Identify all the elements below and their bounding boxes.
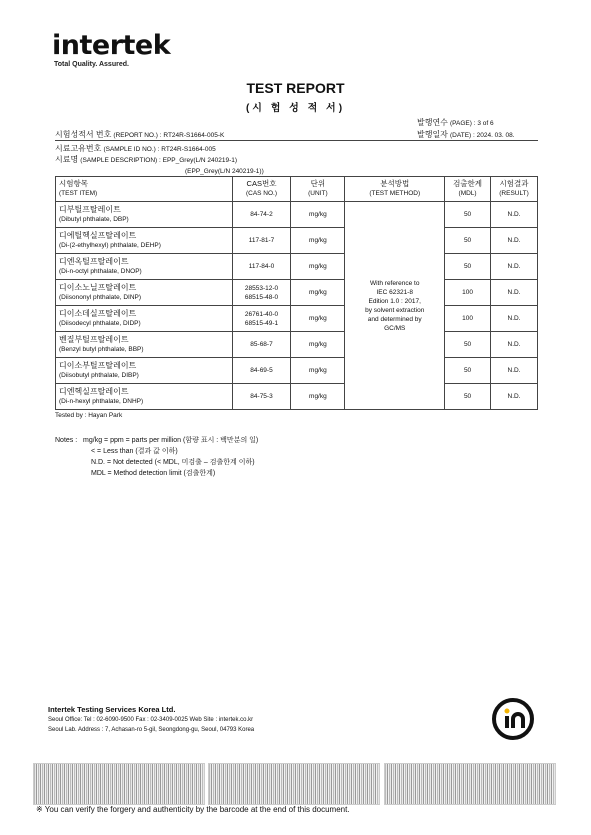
test-item-ko: 디엔헥실프탈레이트 xyxy=(59,386,129,396)
mdl-cell: 50 xyxy=(445,332,491,358)
mdl-cell: 100 xyxy=(445,306,491,332)
mdl-cell: 50 xyxy=(445,202,491,228)
test-item-cell xyxy=(56,228,233,254)
test-item-cell xyxy=(56,358,233,384)
result-cell: N.D. xyxy=(491,202,538,228)
unit-cell: mg/kg xyxy=(291,202,345,228)
test-item-en: (Diisononyl phthalate, DINP) xyxy=(59,293,142,301)
cas-cell xyxy=(232,358,291,384)
unit-cell: mg/kg xyxy=(291,306,345,332)
cas-no-2: 68515-49-1 xyxy=(244,319,279,327)
test-item-ko: 벤질부틸프탈레이트 xyxy=(59,334,129,344)
header-cas-no: CAS번호 (CAS NO.) xyxy=(232,177,291,202)
cas-cell xyxy=(232,202,291,228)
cas-cell xyxy=(232,280,291,306)
footer-lab: Seoul Lab. Address : 7, Achasan-ro 5-gil, Seongdong-gu, Seoul, 04793 Korea xyxy=(48,727,255,733)
sample-id-value: (SAMPLE ID NO.) : RT24R-S1664-005 xyxy=(103,146,216,153)
method-line: and determined by xyxy=(367,315,422,323)
date-value: (DATE) : 2024. 03. 08. xyxy=(450,132,515,139)
notes-line1-text: mg/kg = ppm = parts per million (함량 표시 : 백만분의 일) xyxy=(83,437,259,444)
method-line: Edition 1.0 : 2017, xyxy=(368,297,421,305)
cas-cell xyxy=(232,254,291,280)
mdl-cell: 100 xyxy=(445,280,491,306)
test-item-cell xyxy=(56,306,233,332)
sample-desc-line2 xyxy=(185,166,264,175)
table-row xyxy=(56,384,538,410)
footer-office: Seoul Office: Tel : 02-6090-9500 Fax : 02-3409-0025 Web Site : intertek.co.kr xyxy=(48,717,254,723)
cas-no: 84-75-3 xyxy=(250,393,273,400)
result-cell: N.D. xyxy=(491,358,538,384)
test-item-en: (Diisobutyl phthalate, DIBP) xyxy=(59,371,139,379)
notes-line3: N.D. = Not detected (< MDL, 미검출 – 검출한계 이하) xyxy=(91,459,255,466)
sample-id xyxy=(55,143,216,154)
sample-id-label-ko: 시료고유번호 xyxy=(55,144,102,153)
unit-cell: mg/kg xyxy=(291,254,345,280)
table-row xyxy=(56,254,538,280)
header-mdl: 검출한계 (MDL) xyxy=(445,177,491,202)
table-row xyxy=(56,332,538,358)
meta-divider xyxy=(55,140,538,141)
notes-label: Notes : xyxy=(55,437,78,444)
test-item-cell xyxy=(56,202,233,228)
method-line: GC/MS xyxy=(384,324,406,332)
unit-cell: mg/kg xyxy=(291,358,345,384)
test-item-ko: 디엔옥틸프탈레이트 xyxy=(59,256,129,266)
report-title: TEST REPORT xyxy=(246,80,345,96)
table-row xyxy=(56,228,538,254)
cas-no: 26761-40-0 xyxy=(244,310,279,318)
notes xyxy=(55,435,258,479)
method-line: With reference to xyxy=(369,279,420,287)
test-item-cell xyxy=(56,332,233,358)
result-cell: N.D. xyxy=(491,332,538,358)
header-result: 시험결과 (RESULT) xyxy=(491,177,538,202)
mdl-cell: 50 xyxy=(445,228,491,254)
method-line: by solvent extraction xyxy=(365,306,425,314)
sample-desc-value: (SAMPLE DESCRIPTION) : EPP_Grey(L/N 240219-1) xyxy=(80,157,238,164)
table-row xyxy=(56,202,538,228)
test-item-en: (Di-n-octyl phthalate, DNOP) xyxy=(59,267,142,275)
date-label-ko: 발행일자 xyxy=(417,130,448,139)
sample-desc-line2-text: (EPP_Grey(L/N 240219-1)) xyxy=(185,168,264,175)
test-item-ko: 디이소노닐프탈레이트 xyxy=(59,282,137,292)
cas-cell xyxy=(232,228,291,254)
notes-line4: MDL = Method detection limit (검출한계) xyxy=(91,470,216,477)
verify-note: ※ You can verify the forgery and authenticity by the barcode at the end of this document. xyxy=(36,805,350,814)
test-item-ko: 디부틸프탈레이트 xyxy=(59,204,121,214)
mdl-cell: 50 xyxy=(445,384,491,410)
unit-cell: mg/kg xyxy=(291,228,345,254)
tested-by: Tested by : Hayan Park xyxy=(55,412,123,419)
test-method-cell xyxy=(345,202,445,410)
method-line: IEC 62321-8 xyxy=(376,288,413,296)
cas-no: 85-68-7 xyxy=(250,341,273,348)
sample-desc xyxy=(55,154,237,165)
page-value: (PAGE) : 3 of 6 xyxy=(450,120,494,127)
test-item-en: (Diisodecyl phthalate, DIDP) xyxy=(59,319,141,327)
mdl-cell: 50 xyxy=(445,358,491,384)
logo-tagline: Total Quality. Assured. xyxy=(54,61,129,68)
result-cell: N.D. xyxy=(491,306,538,332)
report-subtitle: (시 험 성 적 서) xyxy=(245,103,346,114)
cas-cell xyxy=(232,306,291,332)
test-item-ko: 디이소데실프탈레이트 xyxy=(59,308,137,318)
test-item-en: (Di-(2-ethylhexyl) phthalate, DEHP) xyxy=(59,241,161,249)
cas-no: 117-81-7 xyxy=(248,237,275,244)
verification-barcode-3 xyxy=(384,763,556,805)
mdl-cell: 50 xyxy=(445,254,491,280)
footer-info xyxy=(48,705,254,735)
notes-line2: < = Less than (결과 값 이하) xyxy=(91,448,178,455)
cas-no: 84-74-2 xyxy=(250,211,273,218)
test-item-en: (Dibutyl phthalate, DBP) xyxy=(59,215,129,223)
unit-cell: mg/kg xyxy=(291,332,345,358)
notes-line1 xyxy=(55,435,258,446)
cas-no: 84-69-5 xyxy=(250,367,273,374)
footer-company: Intertek Testing Services Korea Ltd. xyxy=(48,705,176,714)
intertek-in-logo-icon xyxy=(491,697,535,741)
test-item-en: (Benzyl butyl phthalate, BBP) xyxy=(59,345,144,353)
cas-cell xyxy=(232,384,291,410)
sample-desc-label-ko: 시료명 xyxy=(55,155,79,164)
test-item-en: (Di-n-hexyl phthalate, DNHP) xyxy=(59,397,144,405)
result-cell: N.D. xyxy=(491,280,538,306)
test-item-cell xyxy=(56,280,233,306)
date-info xyxy=(417,129,515,140)
results-table xyxy=(55,176,538,410)
report-no xyxy=(55,129,224,140)
result-cell: N.D. xyxy=(491,254,538,280)
page-label-ko: 발행연수 xyxy=(417,118,448,127)
result-cell: N.D. xyxy=(491,228,538,254)
verification-barcode-1 xyxy=(33,763,205,805)
unit-cell: mg/kg xyxy=(291,280,345,306)
table-row xyxy=(56,306,538,332)
test-item-ko: 디에틸헥실프탈레이트 xyxy=(59,230,137,240)
test-item-cell xyxy=(56,254,233,280)
cas-no: 28553-12-0 xyxy=(244,284,279,292)
cas-no: 117-84-0 xyxy=(248,263,275,270)
report-no-label-ko: 시험성적서 번호 xyxy=(55,130,112,139)
page-info xyxy=(417,117,494,128)
test-item-cell xyxy=(56,384,233,410)
report-no-value: (REPORT NO.) : RT24R-S1664-005-K xyxy=(113,132,225,139)
verification-barcode-2 xyxy=(208,763,380,805)
test-item-ko: 디이소부틸프탈레이트 xyxy=(59,360,137,370)
result-cell: N.D. xyxy=(491,384,538,410)
cas-no-2: 68515-48-0 xyxy=(244,293,279,301)
unit-cell: mg/kg xyxy=(291,384,345,410)
header-test-method: 분석방법 (TEST METHOD) xyxy=(345,177,445,202)
header-unit: 단위 (UNIT) xyxy=(291,177,345,202)
table-header-row xyxy=(56,177,538,202)
cas-cell xyxy=(232,332,291,358)
table-row xyxy=(56,280,538,306)
header-test-item: 시험항목 (TEST ITEM) xyxy=(56,177,233,202)
table-row xyxy=(56,358,538,384)
intertek-logo: intertek xyxy=(52,30,171,61)
